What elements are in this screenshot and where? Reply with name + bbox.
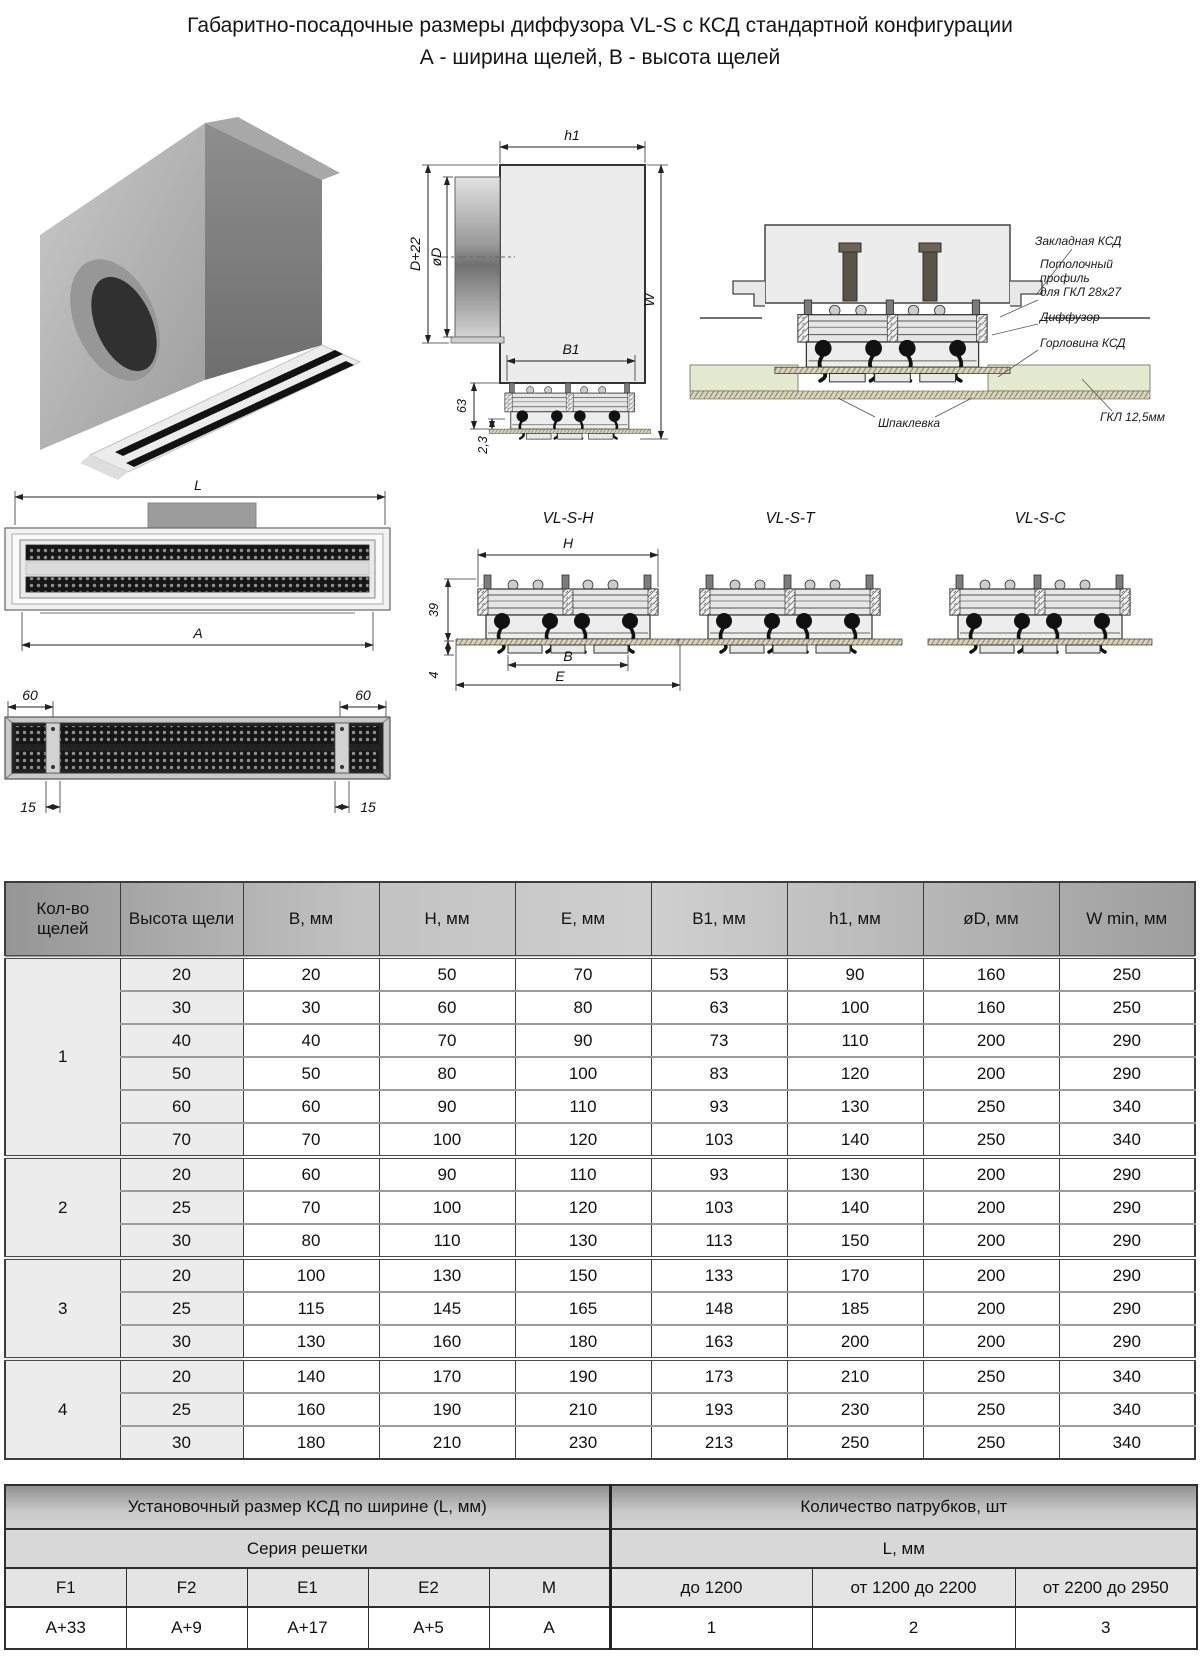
table-cell: 200 bbox=[923, 1157, 1059, 1191]
table-cell: 70 bbox=[515, 957, 651, 991]
series-label-f2: F2 bbox=[126, 1568, 247, 1607]
table-cell: 160 bbox=[379, 1325, 515, 1359]
table-cell: 110 bbox=[379, 1224, 515, 1258]
dim-l: L bbox=[194, 477, 202, 493]
table-cell: 50 bbox=[120, 1057, 243, 1090]
series-value-f1: A+33 bbox=[5, 1607, 126, 1649]
table-cell: 20 bbox=[120, 1157, 243, 1191]
dim-h1: h1 bbox=[564, 127, 580, 143]
table-cell: 250 bbox=[923, 1090, 1059, 1123]
table-row bbox=[5, 1057, 1195, 1090]
table-row bbox=[5, 1024, 1195, 1057]
table-cell: 80 bbox=[243, 1224, 379, 1258]
table-cell: 133 bbox=[651, 1258, 787, 1292]
dim-63: 63 bbox=[455, 399, 469, 413]
bottom-table-value-row bbox=[5, 1607, 1197, 1649]
page-title-line2: А - ширина щелей, В - высота щелей bbox=[419, 45, 781, 69]
dim-2-3: 2,3 bbox=[476, 436, 490, 454]
table-cell: 250 bbox=[923, 1426, 1059, 1459]
table-cell: 160 bbox=[923, 957, 1059, 991]
table-cell: 115 bbox=[243, 1292, 379, 1325]
table-cell: 93 bbox=[651, 1090, 787, 1123]
dim-h-cap: H bbox=[562, 535, 574, 551]
col-header-b: B, мм bbox=[243, 882, 379, 957]
table-cell: 140 bbox=[243, 1359, 379, 1393]
table-cell: 100 bbox=[379, 1123, 515, 1157]
table-cell: 30 bbox=[120, 1325, 243, 1359]
table-cell: 60 bbox=[120, 1090, 243, 1123]
table-cell: 70 bbox=[120, 1123, 243, 1157]
table-row bbox=[5, 1359, 1195, 1393]
slot-count-cell: 3 bbox=[5, 1258, 120, 1359]
table-cell: 160 bbox=[923, 991, 1059, 1024]
table-cell: 20 bbox=[120, 1359, 243, 1393]
table-cell: 250 bbox=[923, 1393, 1059, 1426]
table-cell: 130 bbox=[787, 1090, 923, 1123]
table-cell: 340 bbox=[1059, 1123, 1195, 1157]
table-cell: 140 bbox=[787, 1191, 923, 1224]
table-cell: 110 bbox=[515, 1157, 651, 1191]
variant-label-vls-h: VL-S-H bbox=[542, 510, 594, 527]
series-value-m: A bbox=[489, 1607, 610, 1649]
table-cell: 63 bbox=[651, 991, 787, 1024]
drawing-cross-section bbox=[407, 127, 668, 455]
table-cell: 103 bbox=[651, 1191, 787, 1224]
table-cell: 180 bbox=[515, 1325, 651, 1359]
table-cell: 200 bbox=[923, 1057, 1059, 1090]
table-cell: 80 bbox=[515, 991, 651, 1024]
table-row bbox=[5, 1191, 1195, 1224]
table-row bbox=[5, 991, 1195, 1024]
col-header-b1: B1, мм bbox=[651, 882, 787, 957]
installation-table bbox=[4, 1484, 1196, 1650]
table-cell: 20 bbox=[120, 1258, 243, 1292]
count-value-1: 1 bbox=[610, 1607, 812, 1649]
dim-15-right: 15 bbox=[360, 799, 376, 815]
table-cell: 60 bbox=[379, 991, 515, 1024]
table-cell: 200 bbox=[923, 1325, 1059, 1359]
table-cell: 30 bbox=[243, 991, 379, 1024]
callout-diffuzor: Диффузор bbox=[1040, 310, 1100, 324]
table-cell: 130 bbox=[515, 1224, 651, 1258]
dim-60-right: 60 bbox=[355, 687, 371, 703]
table-cell: 53 bbox=[651, 957, 787, 991]
subheader-grille-series: Серия решетки bbox=[5, 1529, 610, 1568]
range-label-2: от 1200 до 2200 bbox=[812, 1568, 1015, 1607]
table-cell: 20 bbox=[243, 957, 379, 991]
table-cell: 50 bbox=[379, 957, 515, 991]
table-row bbox=[5, 1224, 1195, 1258]
table-cell: 250 bbox=[1059, 957, 1195, 991]
table-cell: 145 bbox=[379, 1292, 515, 1325]
table-cell: 120 bbox=[787, 1057, 923, 1090]
table-cell: 100 bbox=[379, 1191, 515, 1224]
dim-d-plus-22: D+22 bbox=[407, 237, 423, 271]
table-cell: 80 bbox=[379, 1057, 515, 1090]
table-cell: 120 bbox=[515, 1191, 651, 1224]
table-cell: 170 bbox=[379, 1359, 515, 1393]
table-cell: 120 bbox=[515, 1123, 651, 1157]
table-cell: 103 bbox=[651, 1123, 787, 1157]
table-cell: 193 bbox=[651, 1393, 787, 1426]
table-cell: 230 bbox=[515, 1426, 651, 1459]
table-cell: 25 bbox=[120, 1292, 243, 1325]
dim-w: W bbox=[641, 293, 657, 307]
count-value-3: 3 bbox=[1015, 1607, 1197, 1649]
slot-count-cell: 4 bbox=[5, 1359, 120, 1459]
technical-drawings bbox=[0, 85, 1200, 830]
table-cell: 180 bbox=[243, 1426, 379, 1459]
table-row bbox=[5, 1258, 1195, 1292]
table-cell: 163 bbox=[651, 1325, 787, 1359]
table-cell: 200 bbox=[923, 1258, 1059, 1292]
table-cell: 290 bbox=[1059, 1191, 1195, 1224]
col-header-od: øD, мм bbox=[923, 882, 1059, 957]
table-row bbox=[5, 1292, 1195, 1325]
table-cell: 190 bbox=[515, 1359, 651, 1393]
table-cell: 113 bbox=[651, 1224, 787, 1258]
table-cell: 200 bbox=[923, 1191, 1059, 1224]
table-cell: 30 bbox=[120, 1426, 243, 1459]
bottom-table-subheader-row bbox=[5, 1529, 1197, 1568]
table-row bbox=[5, 1393, 1195, 1426]
table-cell: 25 bbox=[120, 1191, 243, 1224]
dim-39: 39 bbox=[427, 603, 441, 617]
header-install-size: Установочный размер КСД по ширине (L, мм) bbox=[5, 1485, 610, 1529]
bottom-table-header-row bbox=[5, 1485, 1197, 1529]
table-cell: 150 bbox=[787, 1224, 923, 1258]
table-cell: 40 bbox=[120, 1024, 243, 1057]
dim-a: A bbox=[193, 625, 203, 641]
col-header-h1: h1, мм bbox=[787, 882, 923, 957]
dimensions-table bbox=[4, 881, 1196, 1460]
table-cell: 165 bbox=[515, 1292, 651, 1325]
table-cell: 290 bbox=[1059, 1224, 1195, 1258]
table-cell: 90 bbox=[515, 1024, 651, 1057]
table-cell: 50 bbox=[243, 1057, 379, 1090]
table-cell: 110 bbox=[515, 1090, 651, 1123]
drawing-front-view bbox=[5, 477, 390, 651]
table-cell: 148 bbox=[651, 1292, 787, 1325]
callout-profil-line3: для ГКЛ 28х27 bbox=[1040, 285, 1121, 299]
table-cell: 200 bbox=[787, 1325, 923, 1359]
table-cell: 60 bbox=[243, 1157, 379, 1191]
series-label-m: M bbox=[489, 1568, 610, 1607]
count-value-2: 2 bbox=[812, 1607, 1015, 1649]
page-title-line1: Габаритно-посадочные размеры диффузора VL-S с КСД стандартной конфигурации bbox=[187, 14, 1013, 37]
dim-4: 4 bbox=[427, 671, 441, 679]
table-row bbox=[5, 1157, 1195, 1191]
table-row bbox=[5, 1090, 1195, 1123]
dim-b1: B1 bbox=[562, 341, 580, 357]
table-cell: 25 bbox=[120, 1393, 243, 1426]
series-label-f1: F1 bbox=[5, 1568, 126, 1607]
table-cell: 250 bbox=[923, 1359, 1059, 1393]
drawing-vls-variants bbox=[427, 510, 1152, 691]
table-cell: 290 bbox=[1059, 1024, 1195, 1057]
table-cell: 90 bbox=[379, 1090, 515, 1123]
table-cell: 30 bbox=[120, 991, 243, 1024]
series-label-e1: E1 bbox=[247, 1568, 368, 1607]
table-cell: 200 bbox=[923, 1224, 1059, 1258]
dim-od: øD bbox=[428, 247, 444, 267]
table-cell: 290 bbox=[1059, 1057, 1195, 1090]
callout-zakladnaya: Закладная КСД bbox=[1035, 234, 1122, 248]
table-cell: 100 bbox=[515, 1057, 651, 1090]
table-cell: 340 bbox=[1059, 1393, 1195, 1426]
table-cell: 210 bbox=[787, 1359, 923, 1393]
table-cell: 83 bbox=[651, 1057, 787, 1090]
table-cell: 60 bbox=[243, 1090, 379, 1123]
table-cell: 130 bbox=[379, 1258, 515, 1292]
table-cell: 130 bbox=[787, 1157, 923, 1191]
series-value-e2: A+5 bbox=[368, 1607, 489, 1649]
table-cell: 160 bbox=[243, 1393, 379, 1426]
table-cell: 140 bbox=[787, 1123, 923, 1157]
table-cell: 30 bbox=[120, 1224, 243, 1258]
table-cell: 250 bbox=[787, 1426, 923, 1459]
table-cell: 340 bbox=[1059, 1426, 1195, 1459]
dim-60-left: 60 bbox=[22, 687, 38, 703]
table-cell: 70 bbox=[243, 1191, 379, 1224]
callout-profil-line1: Потолочный bbox=[1040, 257, 1113, 271]
dim-15-left: 15 bbox=[20, 799, 36, 815]
slot-count-cell: 1 bbox=[5, 957, 120, 1157]
table-cell: 290 bbox=[1059, 1325, 1195, 1359]
bottom-table-label-row bbox=[5, 1568, 1197, 1607]
table-cell: 150 bbox=[515, 1258, 651, 1292]
table-row bbox=[5, 1426, 1195, 1459]
series-value-e1: A+17 bbox=[247, 1607, 368, 1649]
variant-label-vls-c: VL-S-C bbox=[1014, 510, 1066, 527]
table-cell: 185 bbox=[787, 1292, 923, 1325]
range-label-3: от 2200 до 2950 bbox=[1015, 1568, 1197, 1607]
table-row bbox=[5, 957, 1195, 991]
table-cell: 250 bbox=[923, 1123, 1059, 1157]
table-cell: 340 bbox=[1059, 1359, 1195, 1393]
col-header-wmin: W min, мм bbox=[1059, 882, 1195, 957]
table-cell: 130 bbox=[243, 1325, 379, 1359]
table-cell: 40 bbox=[243, 1024, 379, 1057]
table-cell: 170 bbox=[787, 1258, 923, 1292]
table-row bbox=[5, 1325, 1195, 1359]
table-cell: 340 bbox=[1059, 1090, 1195, 1123]
table-cell: 213 bbox=[651, 1426, 787, 1459]
dim-b-cap: B bbox=[563, 648, 573, 664]
table-header-row bbox=[5, 882, 1195, 957]
table-cell: 90 bbox=[379, 1157, 515, 1191]
table-cell: 90 bbox=[787, 957, 923, 991]
table-cell: 73 bbox=[651, 1024, 787, 1057]
table-row bbox=[5, 1123, 1195, 1157]
table-cell: 250 bbox=[1059, 991, 1195, 1024]
table-cell: 110 bbox=[787, 1024, 923, 1057]
table-cell: 290 bbox=[1059, 1157, 1195, 1191]
subheader-l-mm: L, мм bbox=[610, 1529, 1197, 1568]
dim-e-cap: E bbox=[555, 668, 565, 684]
slot-count-cell: 2 bbox=[5, 1157, 120, 1258]
drawing-installation bbox=[690, 225, 1165, 430]
table-cell: 210 bbox=[515, 1393, 651, 1426]
table-cell: 230 bbox=[787, 1393, 923, 1426]
range-label-1: до 1200 bbox=[610, 1568, 812, 1607]
variant-label-vls-t: VL-S-T bbox=[765, 510, 815, 527]
series-value-f2: A+9 bbox=[126, 1607, 247, 1649]
table-cell: 200 bbox=[923, 1024, 1059, 1057]
table-cell: 210 bbox=[379, 1426, 515, 1459]
col-header-slot-height: Высота щели bbox=[120, 882, 243, 957]
table-cell: 70 bbox=[243, 1123, 379, 1157]
table-cell: 93 bbox=[651, 1157, 787, 1191]
table-cell: 20 bbox=[120, 957, 243, 991]
table-cell: 200 bbox=[923, 1292, 1059, 1325]
table-cell: 290 bbox=[1059, 1258, 1195, 1292]
table-cell: 173 bbox=[651, 1359, 787, 1393]
table-cell: 100 bbox=[243, 1258, 379, 1292]
col-header-slots: Кол-во щелей bbox=[5, 882, 120, 957]
drawings-svg bbox=[0, 85, 1200, 825]
col-header-e: E, мм bbox=[515, 882, 651, 957]
callout-shpaklevka: Шпаклевка bbox=[878, 416, 941, 430]
table-cell: 190 bbox=[379, 1393, 515, 1426]
series-label-e2: E2 bbox=[368, 1568, 489, 1607]
callout-gkl: ГКЛ 12,5мм bbox=[1100, 410, 1165, 424]
table-cell: 70 bbox=[379, 1024, 515, 1057]
callout-profil-line2: профиль bbox=[1040, 271, 1090, 285]
table-cell: 290 bbox=[1059, 1292, 1195, 1325]
drawing-3d-view bbox=[40, 117, 360, 480]
col-header-h: H, мм bbox=[379, 882, 515, 957]
header-branch-count: Количество патрубков, шт bbox=[610, 1485, 1197, 1529]
page-title bbox=[0, 10, 1200, 73]
callout-gorlovina: Горловина КСД bbox=[1040, 336, 1126, 350]
drawing-bottom-view bbox=[5, 687, 390, 815]
table-cell: 100 bbox=[787, 991, 923, 1024]
